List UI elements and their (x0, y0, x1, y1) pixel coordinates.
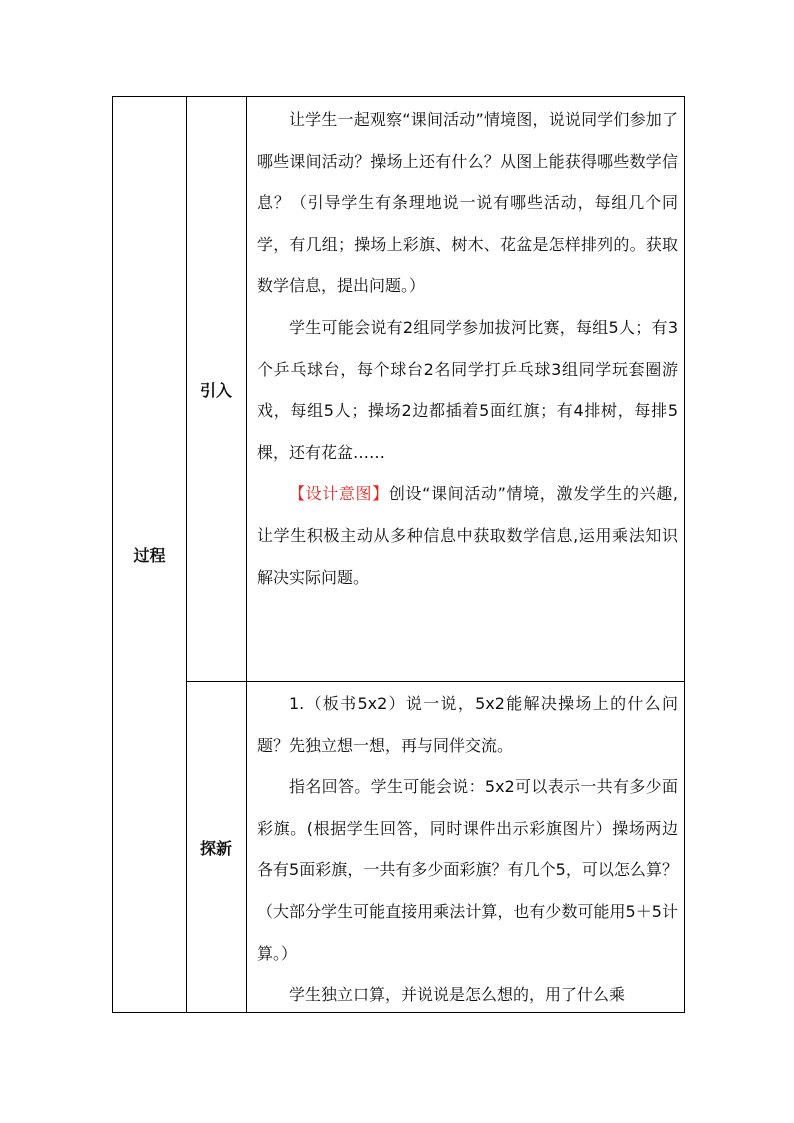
paragraph: 1.（板书5x2）说一说，5x2能解决操场上的什么问题？先独立想一想，再与同伴交流。 (257, 694, 678, 755)
section-label: 过程 (133, 546, 166, 565)
column-divider (246, 97, 247, 1012)
column-divider (186, 97, 187, 1012)
explore-content (257, 683, 678, 1016)
design-intent-tag: 【设计意图】 (289, 484, 389, 504)
intro-content (257, 99, 678, 598)
paragraph: 指名回答。学生可能会说：5x2可以表示一共有多少面彩旗。(根据学生回答，同时课件出示彩旗图片）操场两边各有5面彩旗，一共有多少面彩旗？有几个5，可以怎么算？（大部分学生可能直接用乘法计算，也有少数可能用5＋5计算。） (257, 777, 678, 963)
design-intent-paragraph (257, 473, 678, 598)
row-divider (186, 681, 684, 682)
row-label-explore: 探新 (199, 839, 232, 858)
paragraph: 让学生一起观察“课间活动”情境图，说说同学们参加了哪些课间活动？操场上还有什么？从图上能获得哪些数学信息？（引导学生有条理地说一说有哪些活动，每组几个同学，有几组；操场上彩旗、树木、花盆是怎样排列的。获取数学信息，提出问题。） (257, 110, 678, 296)
lesson-plan-table (112, 96, 685, 1013)
row-label-intro: 引入 (199, 381, 232, 400)
paragraph: 学生独立口算，并说说是怎么想的，用了什么乘 (289, 985, 626, 1005)
design-intent-text: 创设“课间活动”情境，激发学生的兴趣,让学生积极主动从多种信息中获取数学信息,运用乘法知识解决实际问题。 (257, 484, 678, 587)
paragraph: 学生可能会说有2组同学参加拔河比赛，每组5人；有3个乒乓球台，每个球台2名同学打乒乓球3组同学玩套圈游戏，每组5人；操场2边都插着5面红旗；有4排树，每排5棵，还有花盆…… (257, 317, 678, 462)
